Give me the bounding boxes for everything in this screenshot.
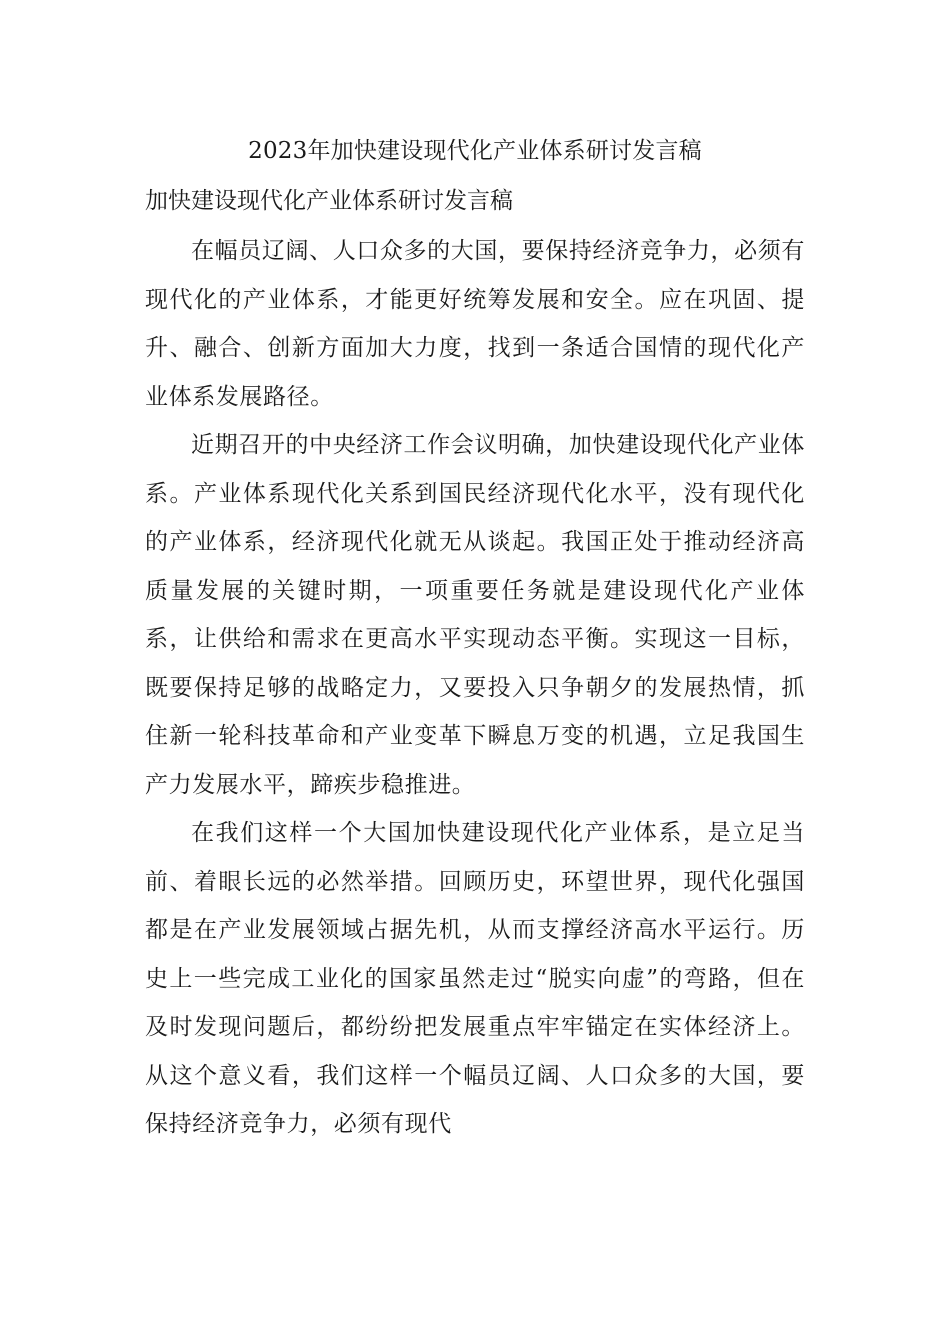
paragraph-2: 近期召开的中央经济工作会议明确，加快建设现代化产业体系。产业体系现代化关系到国民经济现代化水平，没有现代化的产业体系，经济现代化就无从谈起。我国正处于推动经济高质量发展的关键时期，一项重要任务就是建设现代化产业体系，让供给和需求在更高水平实现动态平衡。实现这一目标，既要保持足够的战略定力，又要投入只争朝夕的发展热情，抓住新一轮科技革命和产业变革下瞬息万变的机遇，立足我国生产力发展水平，蹄疾步稳推进。	[145, 432, 805, 798]
paragraph-3: 在我们这样一个大国加快建设现代化产业体系，是立足当前、着眼长远的必然举措。回顾历史，环望世界，现代化强国都是在产业发展领域占据先机，从而支撑经济高水平运行。历史上一些完成工业化的国家虽然走过“脱实向虚”的弯路，但在及时发现问题后，都纷纷把发展重点牢牢锚定在实体经济上。从这个意义看，我们这样一个幅员辽阔、人口众多的大国，要保持经济竞争力，必须有现代	[145, 820, 805, 1137]
paragraph-1: 在幅员辽阔、人口众多的大国，要保持经济竞争力，必须有现代化的产业体系，才能更好统筹发展和安全。应在巩固、提升、融合、创新方面加大力度，找到一条适合国情的现代化产业体系发展路径。	[145, 238, 805, 410]
document-body	[145, 227, 805, 1149]
document-subtitle: 加快建设现代化产业体系研讨发言稿	[145, 188, 513, 214]
document-title: 2023年加快建设现代化产业体系研讨发言稿	[248, 138, 702, 164]
